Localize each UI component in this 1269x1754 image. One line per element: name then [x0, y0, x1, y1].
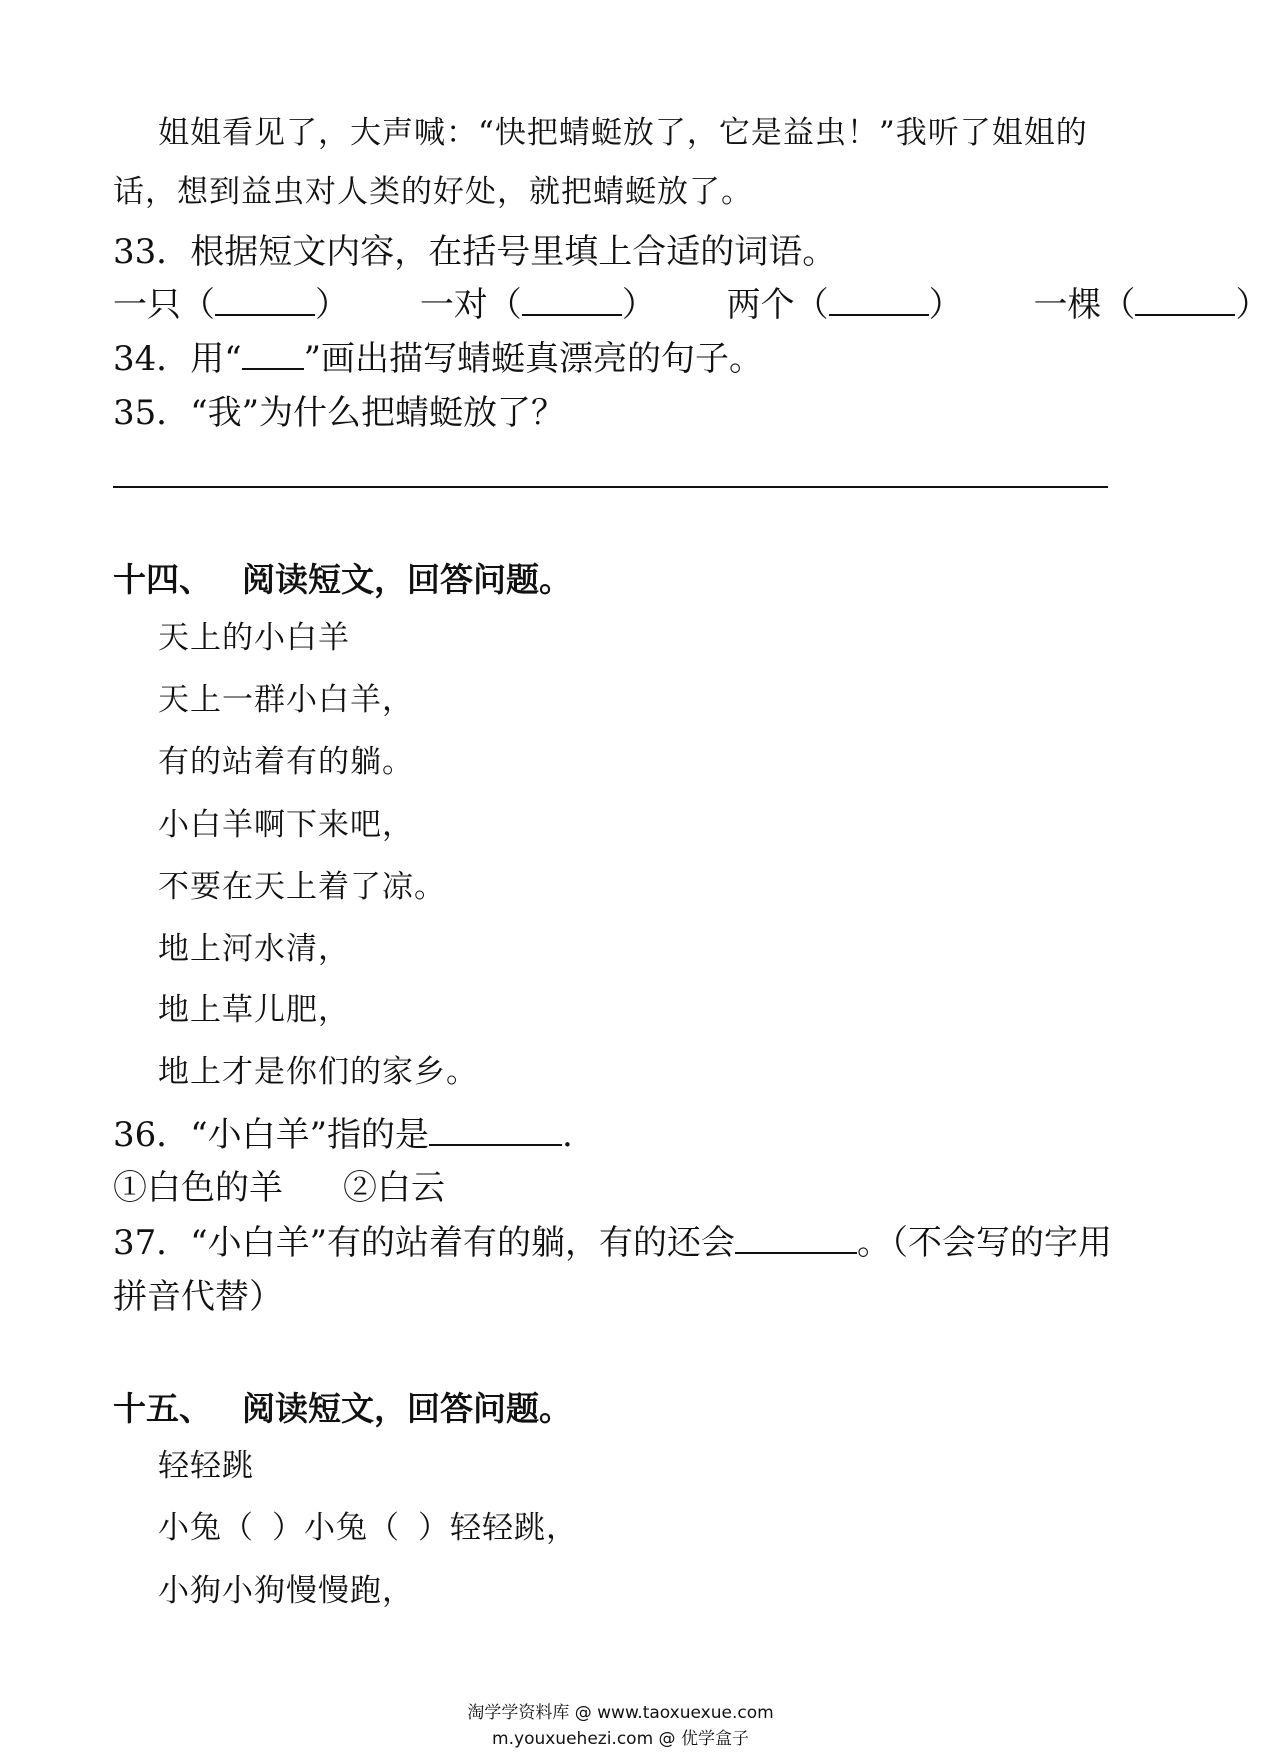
q36-options [113, 1168, 445, 1208]
story-line-1: 姐姐看见了，大声喊：“快把蜻蜓放了，它是益虫！”我听了姐姐的 [158, 115, 1088, 151]
q33-item: 一只（ ） [113, 285, 349, 325]
poem-line: 小狗小狗慢慢跑， [158, 1573, 414, 1609]
question-37-cont: 拼音代替） [113, 1277, 283, 1317]
poem-title: 天上的小白羊 [158, 620, 350, 656]
option-2[interactable]: ②白云 [343, 1168, 445, 1208]
question-37: 37．“小白羊”有的站着有的躺，有的还会 。（不会写的字用 [113, 1223, 1113, 1263]
poem-line: 天上一群小白羊， [158, 682, 414, 718]
answer-blank[interactable] [829, 284, 929, 316]
poem-line: 地上河水清， [158, 931, 350, 967]
answer-blank[interactable] [735, 1222, 857, 1254]
poem-line: 地上草儿肥， [158, 992, 350, 1028]
answer-blank[interactable] [215, 284, 315, 316]
poem-line: 有的站着有的躺。 [158, 744, 414, 780]
poem-line: 小白羊啊下来吧， [158, 807, 414, 843]
answer-blank[interactable] [400, 1508, 418, 1538]
question-35: 35．“我”为什么把蜻蜓放了？ [113, 393, 566, 433]
story-line-2: 话，想到益虫对人类的好处，就把蜻蜓放了。 [113, 174, 753, 210]
footer-line-1: 淘学学资料库 @ www.taoxuexue.com [467, 1703, 774, 1723]
answer-blank[interactable] [429, 1114, 562, 1146]
option-1[interactable]: ①白色的羊 [113, 1168, 283, 1208]
poem-line: 地上才是你们的家乡。 [158, 1054, 478, 1090]
answer-blank[interactable] [522, 284, 622, 316]
poem-title: 轻轻跳 [158, 1448, 254, 1484]
q33-item: 一棵（ ） [1033, 285, 1269, 325]
q33-item: 两个（ ） [726, 285, 963, 325]
underline-sample [242, 338, 304, 370]
poem-line: 不要在天上着了凉。 [158, 869, 446, 905]
footer-line-2: m.youxuehezi.com @ 优学盒子 [492, 1729, 749, 1749]
section-15-heading: 十五、 阅读短文，回答问题。 [113, 1389, 572, 1428]
answer-blank[interactable] [254, 1508, 272, 1538]
question-34: 34．用“ ”画出描写蜻蜓真漂亮的句子。 [113, 339, 764, 379]
section-14-heading: 十四、 阅读短文，回答问题。 [113, 560, 572, 599]
q33-item: 一对（ ） [419, 285, 656, 325]
q33-blanks-row [113, 284, 1269, 325]
question-36: 36．“小白羊”指的是 . [113, 1115, 573, 1155]
question-33: 33．根据短文内容，在括号里填上合适的词语。 [113, 232, 837, 272]
poem-line: 小兔（ ）小兔（ ）轻轻跳， [158, 1510, 578, 1546]
answer-blank[interactable] [1135, 284, 1235, 316]
answer-line-35[interactable] [113, 486, 1108, 488]
